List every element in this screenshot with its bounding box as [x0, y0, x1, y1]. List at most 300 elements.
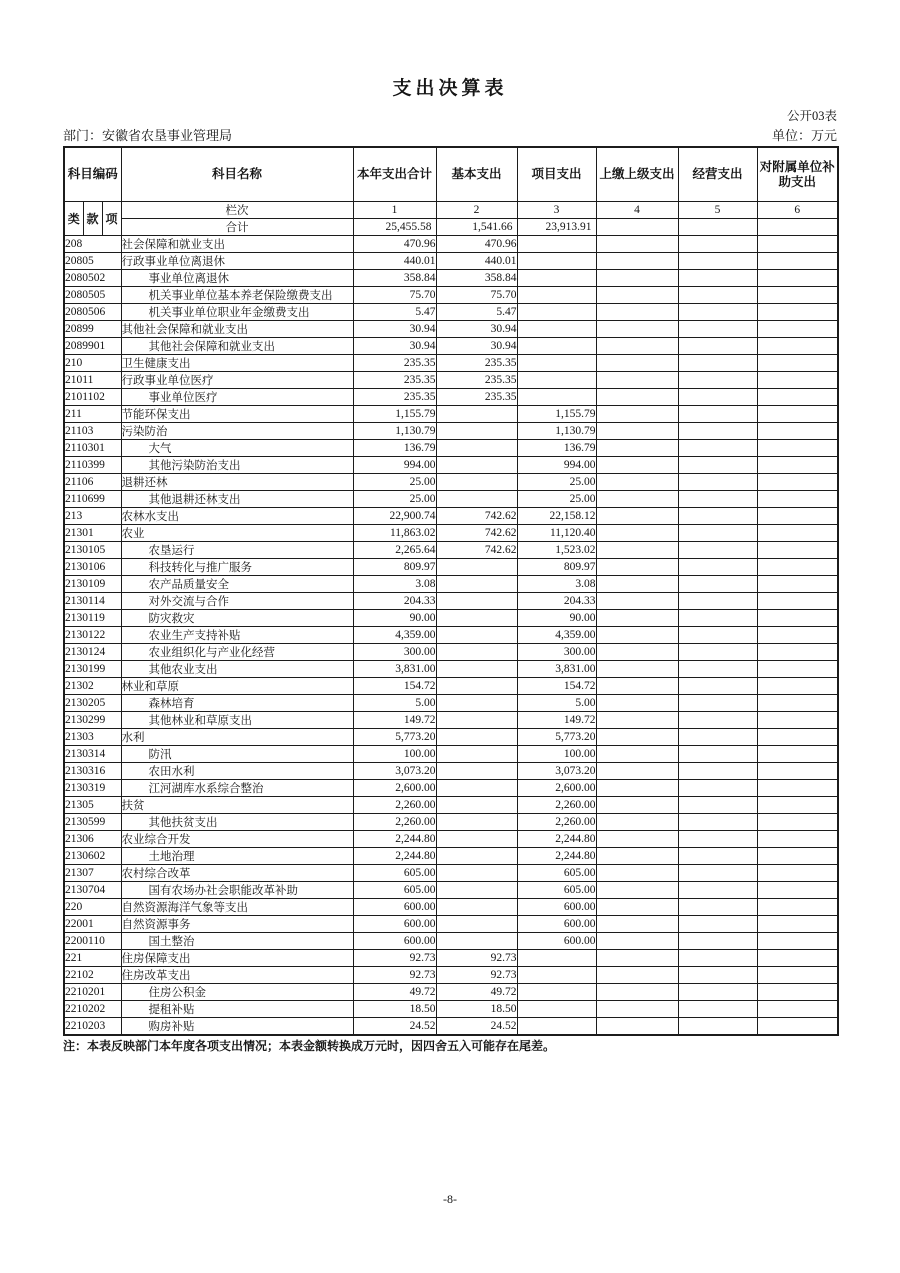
header-section: 款: [83, 202, 102, 236]
table-row: [64, 967, 838, 984]
value-cell: [678, 304, 757, 321]
table-row: [64, 406, 838, 423]
value-cell: [757, 559, 838, 576]
subject-code-cell: 20899: [64, 321, 121, 338]
value-cell: 235.35: [353, 372, 436, 389]
table-row: [64, 508, 838, 525]
subject-name-cell: 社会保障和就业支出: [121, 236, 353, 253]
subject-code-cell: 2080506: [64, 304, 121, 321]
subject-name-cell: 住房公积金: [121, 984, 353, 1001]
value-cell: [757, 967, 838, 984]
total-value: 23,913.91: [517, 219, 596, 236]
value-cell: [596, 372, 678, 389]
value-cell: 358.84: [353, 270, 436, 287]
value-cell: [757, 916, 838, 933]
value-cell: [757, 1018, 838, 1036]
value-cell: 24.52: [353, 1018, 436, 1036]
value-cell: [678, 610, 757, 627]
value-cell: [678, 848, 757, 865]
subject-name-cell: 对外交流与合作: [121, 593, 353, 610]
value-cell: 2,244.80: [517, 848, 596, 865]
header-col-operating: 经营支出: [678, 147, 757, 202]
value-cell: [436, 780, 517, 797]
table-row: [64, 559, 838, 576]
value-cell: 809.97: [353, 559, 436, 576]
total-value: 1,541.66: [436, 219, 517, 236]
value-cell: [757, 525, 838, 542]
value-cell: 994.00: [353, 457, 436, 474]
value-cell: [757, 406, 838, 423]
value-cell: [436, 933, 517, 950]
value-cell: 24.52: [436, 1018, 517, 1036]
value-cell: 235.35: [353, 389, 436, 406]
subject-name-cell: 农田水利: [121, 763, 353, 780]
value-cell: [678, 882, 757, 899]
value-cell: 605.00: [517, 882, 596, 899]
value-cell: [757, 746, 838, 763]
value-cell: [757, 389, 838, 406]
value-cell: 92.73: [353, 967, 436, 984]
value-cell: [517, 253, 596, 270]
value-cell: [436, 491, 517, 508]
value-cell: [517, 304, 596, 321]
value-cell: [678, 508, 757, 525]
table-row: [64, 661, 838, 678]
value-cell: 605.00: [353, 865, 436, 882]
value-cell: 1,155.79: [353, 406, 436, 423]
value-cell: [757, 933, 838, 950]
value-cell: [678, 661, 757, 678]
header-col-upturn: 上缴上级支出: [596, 147, 678, 202]
subject-name-cell: 购房补贴: [121, 1018, 353, 1036]
table-row: [64, 338, 838, 355]
value-cell: 25.00: [517, 474, 596, 491]
table-row: [64, 899, 838, 916]
value-cell: 1,130.79: [353, 423, 436, 440]
value-cell: 2,265.64: [353, 542, 436, 559]
value-cell: 18.50: [353, 1001, 436, 1018]
value-cell: [596, 695, 678, 712]
value-cell: [596, 763, 678, 780]
value-cell: 11,863.02: [353, 525, 436, 542]
subject-name-cell: 其他污染防治支出: [121, 457, 353, 474]
subject-name-cell: 其他退耕还林支出: [121, 491, 353, 508]
value-cell: 742.62: [436, 542, 517, 559]
grand-total-row: [64, 219, 838, 236]
subject-code-cell: 21106: [64, 474, 121, 491]
subject-code-cell: 2130106: [64, 559, 121, 576]
value-cell: [757, 661, 838, 678]
value-cell: [596, 406, 678, 423]
value-cell: 3,831.00: [517, 661, 596, 678]
value-cell: [678, 423, 757, 440]
department-label: 部门：安徽省农垦事业管理局: [63, 128, 233, 143]
value-cell: [596, 440, 678, 457]
value-cell: [517, 321, 596, 338]
value-cell: [678, 1001, 757, 1018]
subject-name-cell: 国有农场办社会职能改革补助: [121, 882, 353, 899]
value-cell: 30.94: [353, 321, 436, 338]
value-cell: [596, 525, 678, 542]
subject-code-cell: 2130205: [64, 695, 121, 712]
subject-code-cell: 210: [64, 355, 121, 372]
subject-name-cell: 卫生健康支出: [121, 355, 353, 372]
header-item: 项: [102, 202, 121, 236]
value-cell: [436, 406, 517, 423]
value-cell: [436, 559, 517, 576]
header-col-total: 本年支出合计: [353, 147, 436, 202]
table-row: [64, 916, 838, 933]
value-cell: 300.00: [517, 644, 596, 661]
table-row: [64, 440, 838, 457]
value-cell: 600.00: [517, 899, 596, 916]
subject-name-cell: 大气: [121, 440, 353, 457]
subject-code-cell: 2210202: [64, 1001, 121, 1018]
subject-code-cell: 2080505: [64, 287, 121, 304]
value-cell: [678, 933, 757, 950]
table-row: [64, 763, 838, 780]
value-cell: 18.50: [436, 1001, 517, 1018]
table-footnote: 注：本表反映部门本年度各项支出情况；本表金额转换成万元时，因四舍五入可能存在尾差。: [63, 1039, 556, 1053]
table-row: [64, 372, 838, 389]
value-cell: [757, 593, 838, 610]
subject-name-cell: 自然资源海洋气象等支出: [121, 899, 353, 916]
value-cell: [757, 865, 838, 882]
value-cell: 4,359.00: [353, 627, 436, 644]
subject-code-cell: 21301: [64, 525, 121, 542]
table-row: [64, 729, 838, 746]
value-cell: [678, 406, 757, 423]
value-cell: [596, 831, 678, 848]
header-col-project: 项目支出: [517, 147, 596, 202]
value-cell: 5.47: [436, 304, 517, 321]
table-row: [64, 270, 838, 287]
value-cell: [678, 729, 757, 746]
value-cell: [596, 491, 678, 508]
value-cell: [678, 287, 757, 304]
value-cell: 30.94: [353, 338, 436, 355]
value-cell: [596, 661, 678, 678]
subject-code-cell: 2101102: [64, 389, 121, 406]
value-cell: 605.00: [353, 882, 436, 899]
value-cell: 149.72: [353, 712, 436, 729]
value-cell: 470.96: [436, 236, 517, 253]
page-content: [63, 0, 837, 1054]
table-row: [64, 253, 838, 270]
value-cell: [596, 712, 678, 729]
header-row: [64, 147, 838, 202]
value-cell: [596, 474, 678, 491]
value-cell: 600.00: [517, 916, 596, 933]
value-cell: [517, 355, 596, 372]
table-row: [64, 848, 838, 865]
subject-name-cell: 行政事业单位离退休: [121, 253, 353, 270]
subject-code-cell: 2130704: [64, 882, 121, 899]
lanci-number: 5: [678, 202, 757, 219]
subject-code-cell: 211: [64, 406, 121, 423]
value-cell: [517, 1018, 596, 1036]
value-cell: [436, 610, 517, 627]
value-cell: [757, 814, 838, 831]
value-cell: [757, 729, 838, 746]
value-cell: [678, 950, 757, 967]
value-cell: 92.73: [436, 950, 517, 967]
value-cell: 2,244.80: [353, 831, 436, 848]
value-cell: [678, 797, 757, 814]
value-cell: 3,073.20: [517, 763, 596, 780]
table-row: [64, 491, 838, 508]
subject-code-cell: 22001: [64, 916, 121, 933]
value-cell: [678, 236, 757, 253]
value-cell: 90.00: [353, 610, 436, 627]
value-cell: 742.62: [436, 525, 517, 542]
value-cell: [436, 474, 517, 491]
header-subject-name: 科目名称: [121, 147, 353, 202]
value-cell: 600.00: [353, 899, 436, 916]
subject-name-cell: 农业: [121, 525, 353, 542]
value-cell: [678, 372, 757, 389]
value-cell: [757, 780, 838, 797]
value-cell: [757, 508, 838, 525]
subject-name-cell: 农业综合开发: [121, 831, 353, 848]
value-cell: [757, 287, 838, 304]
value-cell: [678, 967, 757, 984]
subject-name-cell: 提租补贴: [121, 1001, 353, 1018]
subject-code-cell: 21302: [64, 678, 121, 695]
value-cell: [678, 525, 757, 542]
value-cell: [596, 389, 678, 406]
value-cell: [757, 627, 838, 644]
table-row: [64, 712, 838, 729]
value-cell: 100.00: [353, 746, 436, 763]
value-cell: 2,244.80: [353, 848, 436, 865]
value-cell: [436, 865, 517, 882]
value-cell: [678, 440, 757, 457]
table-row: [64, 1001, 838, 1018]
value-cell: [596, 610, 678, 627]
table-row: [64, 882, 838, 899]
value-cell: [757, 882, 838, 899]
value-cell: [436, 882, 517, 899]
subject-name-cell: 水利: [121, 729, 353, 746]
subject-code-cell: 2130319: [64, 780, 121, 797]
subject-name-cell: 国土整治: [121, 933, 353, 950]
value-cell: [596, 916, 678, 933]
value-cell: 235.35: [436, 389, 517, 406]
value-cell: [517, 389, 596, 406]
table-row: [64, 576, 838, 593]
value-cell: [436, 746, 517, 763]
table-row: [64, 304, 838, 321]
value-cell: [757, 542, 838, 559]
table-row: [64, 389, 838, 406]
subject-name-cell: 农业生产支持补贴: [121, 627, 353, 644]
value-cell: [678, 695, 757, 712]
subject-name-cell: 科技转化与推广服务: [121, 559, 353, 576]
value-cell: 25.00: [353, 491, 436, 508]
lanci-number: 1: [353, 202, 436, 219]
subject-name-cell: 林业和草原: [121, 678, 353, 695]
value-cell: [436, 916, 517, 933]
subject-name-cell: 江河湖库水系综合整治: [121, 780, 353, 797]
table-row: [64, 321, 838, 338]
value-cell: [678, 389, 757, 406]
value-cell: [757, 440, 838, 457]
value-cell: 75.70: [353, 287, 436, 304]
value-cell: [757, 372, 838, 389]
table-row: [64, 474, 838, 491]
value-cell: [757, 338, 838, 355]
value-cell: 2,260.00: [353, 814, 436, 831]
value-cell: [757, 644, 838, 661]
value-cell: [436, 423, 517, 440]
value-cell: [517, 372, 596, 389]
value-cell: 470.96: [353, 236, 436, 253]
value-cell: 600.00: [353, 916, 436, 933]
value-cell: 149.72: [517, 712, 596, 729]
subject-name-cell: 退耕还林: [121, 474, 353, 491]
value-cell: [678, 916, 757, 933]
value-cell: [596, 882, 678, 899]
total-label-cell: 合计: [121, 219, 353, 236]
value-cell: 742.62: [436, 508, 517, 525]
value-cell: 809.97: [517, 559, 596, 576]
value-cell: 3.08: [517, 576, 596, 593]
subject-code-cell: 21306: [64, 831, 121, 848]
value-cell: [596, 270, 678, 287]
subject-code-cell: 2130114: [64, 593, 121, 610]
subject-code-cell: 2130599: [64, 814, 121, 831]
subject-code-cell: 2130119: [64, 610, 121, 627]
value-cell: [436, 797, 517, 814]
subject-code-cell: 22102: [64, 967, 121, 984]
value-cell: [757, 253, 838, 270]
table-row: [64, 695, 838, 712]
value-cell: 154.72: [517, 678, 596, 695]
value-cell: 2,260.00: [517, 797, 596, 814]
subject-code-cell: 2130316: [64, 763, 121, 780]
subject-code-cell: 2089901: [64, 338, 121, 355]
header-col-subsidy: 对附属单位补助支出: [757, 147, 838, 202]
table-row: [64, 865, 838, 882]
value-cell: [757, 270, 838, 287]
value-cell: [757, 695, 838, 712]
subject-name-cell: 农产品质量安全: [121, 576, 353, 593]
subject-code-cell: 2210201: [64, 984, 121, 1001]
subject-code-cell: 220: [64, 899, 121, 916]
value-cell: [596, 321, 678, 338]
value-cell: 1,523.02: [517, 542, 596, 559]
table-row: [64, 644, 838, 661]
value-cell: 5,773.20: [353, 729, 436, 746]
value-cell: [678, 253, 757, 270]
subject-code-cell: 21305: [64, 797, 121, 814]
table-body: [64, 236, 838, 1036]
value-cell: [517, 984, 596, 1001]
value-cell: 1,155.79: [517, 406, 596, 423]
value-cell: [517, 236, 596, 253]
header-subject-code: 科目编码: [64, 147, 121, 202]
value-cell: [757, 457, 838, 474]
subject-name-cell: 其他社会保障和就业支出: [121, 321, 353, 338]
value-cell: [436, 729, 517, 746]
value-cell: [436, 678, 517, 695]
value-cell: 92.73: [353, 950, 436, 967]
value-cell: [678, 559, 757, 576]
value-cell: 440.01: [353, 253, 436, 270]
lanci-label-cell: 栏次: [121, 202, 353, 219]
value-cell: [436, 440, 517, 457]
value-cell: [596, 355, 678, 372]
page-title: 支出决算表: [392, 78, 508, 99]
value-cell: [596, 304, 678, 321]
subject-name-cell: 事业单位离退休: [121, 270, 353, 287]
value-cell: [517, 270, 596, 287]
subject-name-cell: 扶贫: [121, 797, 353, 814]
subject-code-cell: 2130109: [64, 576, 121, 593]
value-cell: 600.00: [517, 933, 596, 950]
value-cell: 3,073.20: [353, 763, 436, 780]
subject-code-cell: 208: [64, 236, 121, 253]
total-value: 25,455.58: [353, 219, 436, 236]
value-cell: [678, 712, 757, 729]
subject-name-cell: 森林培育: [121, 695, 353, 712]
value-cell: [757, 950, 838, 967]
value-cell: [757, 797, 838, 814]
value-cell: 3.08: [353, 576, 436, 593]
value-cell: 1,130.79: [517, 423, 596, 440]
subject-code-cell: 2080502: [64, 270, 121, 287]
value-cell: [678, 627, 757, 644]
value-cell: [678, 1018, 757, 1036]
value-cell: [517, 967, 596, 984]
table-row: [64, 236, 838, 253]
lanci-number: 6: [757, 202, 838, 219]
value-cell: [596, 814, 678, 831]
value-cell: [436, 848, 517, 865]
subject-name-cell: 其他扶贫支出: [121, 814, 353, 831]
subject-code-cell: 2210203: [64, 1018, 121, 1036]
header-col-basic: 基本支出: [436, 147, 517, 202]
value-cell: [596, 984, 678, 1001]
table-row: [64, 1018, 838, 1036]
lanci-number: 3: [517, 202, 596, 219]
value-cell: [596, 338, 678, 355]
value-cell: [678, 338, 757, 355]
meta-row: [63, 128, 837, 144]
value-cell: [757, 355, 838, 372]
subject-code-cell: 2130105: [64, 542, 121, 559]
value-cell: [596, 780, 678, 797]
value-cell: [757, 474, 838, 491]
value-cell: [596, 576, 678, 593]
total-value: [757, 219, 838, 236]
subject-name-cell: 其他林业和草原支出: [121, 712, 353, 729]
value-cell: [436, 763, 517, 780]
value-cell: [678, 899, 757, 916]
value-cell: [757, 610, 838, 627]
table-row: [64, 814, 838, 831]
value-cell: [596, 593, 678, 610]
value-cell: 100.00: [517, 746, 596, 763]
value-cell: 2,260.00: [353, 797, 436, 814]
value-cell: [596, 236, 678, 253]
subject-code-cell: 21307: [64, 865, 121, 882]
column-index-row: [64, 202, 838, 219]
subject-code-cell: 2130602: [64, 848, 121, 865]
table-row: [64, 525, 838, 542]
subject-name-cell: 机关事业单位职业年金缴费支出: [121, 304, 353, 321]
